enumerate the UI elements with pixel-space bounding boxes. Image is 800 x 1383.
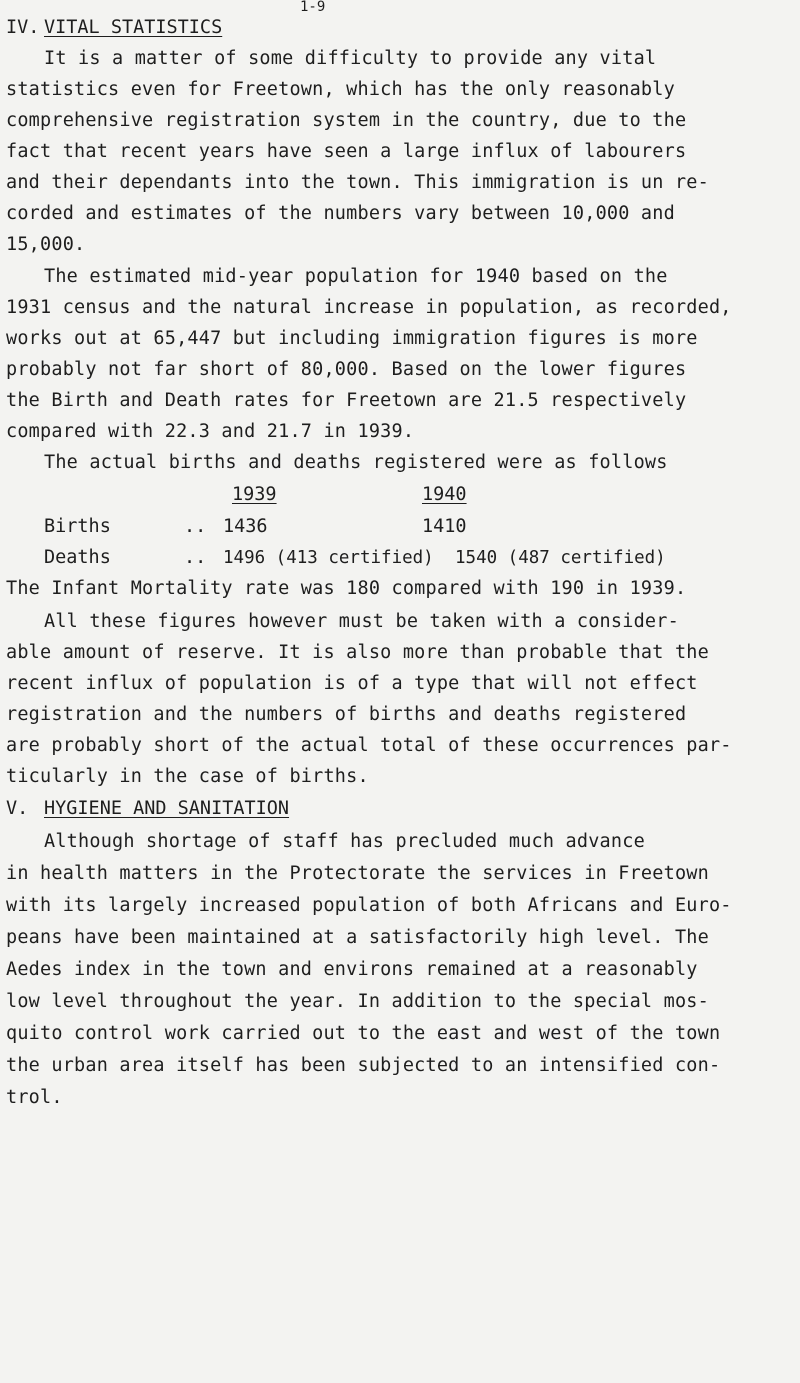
paragraph-line: corded and estimates of the numbers vary between 10,000 and — [6, 203, 675, 224]
table-row-label: Deaths — [44, 547, 111, 568]
paragraph-line: Although shortage of staff has precluded much advance — [44, 831, 645, 852]
paragraph-line: The actual births and deaths registered were as follows — [44, 452, 668, 473]
section-iv-number: IV. — [6, 17, 40, 38]
paragraph-line: comprehensive registration system in the country, due to the — [6, 110, 687, 131]
table-cell-births-1939: 1436 — [223, 516, 268, 537]
paragraph-line: probably not far short of 80,000. Based on the lower figures — [6, 359, 687, 380]
paragraph-line: quito control work carried out to the east and west of the town — [6, 1023, 721, 1044]
paragraph-line: the urban area itself has been subjected to an intensified con- — [6, 1055, 721, 1076]
paragraph-line: 1931 census and the natural increase in population, as recorded, — [6, 297, 732, 318]
table-cell-deaths-1940: 1540 (487 certified) — [455, 548, 666, 568]
paragraph-line: are probably short of the actual total of these occurrences par- — [6, 735, 732, 756]
section-iv-heading — [6, 15, 222, 41]
paragraph-line: All these figures however must be taken with a consider- — [44, 611, 679, 632]
paragraph-line: The Infant Mortality rate was 180 compared with 190 in 1939. — [6, 578, 687, 599]
table-cell-births-1940: 1410 — [422, 516, 467, 537]
paragraph-line: fact that recent years have seen a large influx of labourers — [6, 141, 687, 162]
paragraph-line: in health matters in the Protectorate the services in Freetown — [6, 863, 709, 884]
table-cell-deaths-1939: 1496 (413 certified) — [223, 548, 434, 568]
section-v-heading — [6, 796, 289, 822]
paragraph-line: compared with 22.3 and 21.7 in 1939. — [6, 421, 415, 442]
table-row-label: Births — [44, 516, 111, 537]
paragraph-line: works out at 65,447 but including immigration figures is more — [6, 328, 698, 349]
paragraph-line: Aedes index in the town and environs remained at a reasonably — [6, 959, 698, 980]
paragraph-line: and their dependants into the town. This immigration is un re- — [6, 172, 709, 193]
section-v-title: HYGIENE AND SANITATION — [44, 798, 290, 819]
table-row-dots: .. — [184, 547, 207, 568]
paragraph-line: peans have been maintained at a satisfactorily high level. The — [6, 927, 709, 948]
table-header-1940: 1940 — [422, 484, 467, 505]
page-mark: 1-9 — [300, 0, 326, 15]
table-row-dots: .. — [184, 516, 207, 537]
paragraph-line: statistics even for Freetown, which has the only reasonably — [6, 79, 675, 100]
paragraph-line: 15,000. — [6, 234, 86, 255]
table-header-1939: 1939 — [232, 484, 277, 505]
paragraph-line: ticularly in the case of births. — [6, 766, 369, 787]
section-iv-title: VITAL STATISTICS — [44, 17, 223, 38]
section-v-number: V. — [6, 798, 29, 819]
paragraph-line: The estimated mid-year population for 1940 based on the — [44, 266, 668, 287]
paragraph-line: registration and the numbers of births and deaths registered — [6, 704, 687, 725]
paragraph-line: the Birth and Death rates for Freetown are 21.5 respectively — [6, 390, 687, 411]
paragraph-line: able amount of reserve. It is also more than probable that the — [6, 642, 709, 663]
paragraph-line: It is a matter of some difficulty to provide any vital — [44, 48, 657, 69]
paragraph-line: with its largely increased population of both Africans and Euro- — [6, 895, 732, 916]
paragraph-line: recent influx of population is of a type that will not effect — [6, 673, 698, 694]
paragraph-line: trol. — [6, 1087, 63, 1108]
paragraph-line: low level throughout the year. In addition to the special mos- — [6, 991, 709, 1012]
